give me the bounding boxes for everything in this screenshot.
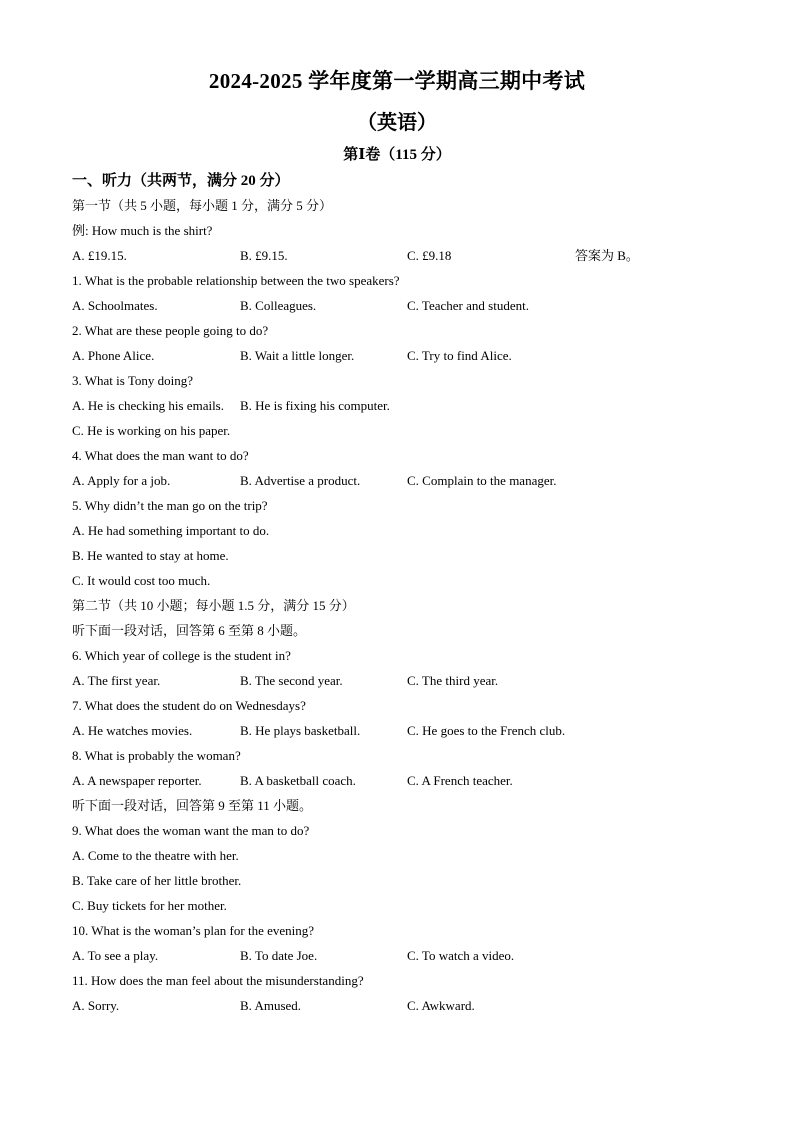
option-a: A. Schoolmates.	[72, 298, 158, 313]
option-c: C. Teacher and student.	[407, 298, 529, 313]
option-c: C. The third year.	[407, 673, 499, 688]
option-c: C. Complain to the manager.	[407, 473, 557, 488]
section-heading-1: 第一节（共 5 小题，每小题 1 分，满分 5 分）	[72, 198, 333, 213]
option-c: C. To watch a video.	[407, 948, 515, 963]
question-1-options	[72, 293, 752, 318]
option-a: A. He watches movies.	[72, 723, 193, 738]
option-a: A. The first year.	[72, 673, 161, 688]
option-a: A. He had something important to do.	[72, 523, 270, 538]
question-7-options	[72, 718, 752, 743]
option-b: B. Amused.	[240, 998, 302, 1013]
question-11-options	[72, 993, 752, 1018]
option-a: A. Sorry.	[72, 998, 120, 1013]
option-a: A. Come to the theatre with her.	[72, 848, 239, 863]
option-b: B. The second year.	[240, 673, 343, 688]
exam-title: 2024-2025 学年度第一学期高三期中考试	[208, 69, 586, 93]
question-6-options	[72, 668, 752, 693]
question-6: 6. Which year of college is the student in?	[72, 648, 291, 663]
question-8-options	[72, 768, 752, 793]
option-c: C. A French teacher.	[407, 773, 513, 788]
option-a: A. A newspaper reporter.	[72, 773, 202, 788]
example-option-a: A. £19.15.	[72, 248, 127, 263]
option-b: B. To date Joe.	[240, 948, 318, 963]
question-10: 10. What is the woman’s plan for the evening?	[72, 923, 315, 938]
example-options	[72, 243, 752, 268]
option-a: A. Apply for a job.	[72, 473, 171, 488]
dialogue-intro-2: 听下面一段对话，回答第 9 至第 11 小题。	[72, 798, 313, 813]
dialogue-intro-1: 听下面一段对话，回答第 6 至第 8 小题。	[72, 623, 307, 638]
option-b: B. Advertise a product.	[240, 473, 361, 488]
question-9: 9. What does the woman want the man to do?	[72, 823, 310, 838]
example-option-b: B. £9.15.	[240, 248, 288, 263]
question-2-options	[72, 343, 752, 368]
question-1: 1. What is the probable relationship between the two speakers?	[72, 273, 400, 288]
question-8: 8. What is probably the woman?	[72, 748, 241, 763]
option-c: C. Try to find Alice.	[407, 348, 512, 363]
example-answer: 答案为 B。	[575, 248, 639, 263]
option-b: B. A basketball coach.	[240, 773, 356, 788]
example-option-c: C. £9.18	[407, 248, 452, 263]
option-a: A. To see a play.	[72, 948, 159, 963]
question-3-options-ab	[72, 393, 752, 418]
part-heading-listening: 一、听力（共两节，满分 20 分）	[72, 173, 290, 189]
option-b: B. He is fixing his computer.	[240, 398, 390, 413]
option-c: C. He goes to the French club.	[407, 723, 566, 738]
example-question: 例: How much is the shirt?	[72, 223, 213, 238]
option-b: B. Take care of her little brother.	[72, 873, 242, 888]
option-c: C. It would cost too much.	[72, 573, 211, 588]
question-4: 4. What does the man want to do?	[72, 448, 249, 463]
question-5: 5. Why didn’t the man go on the trip?	[72, 498, 268, 513]
option-b: B. Wait a little longer.	[240, 348, 355, 363]
volume-heading: 第Ⅰ卷（115 分）	[343, 147, 451, 163]
option-c: C. He is working on his paper.	[72, 423, 231, 438]
option-a: A. He is checking his emails.	[72, 398, 224, 413]
exam-subject: （英语）	[357, 112, 437, 134]
question-2: 2. What are these people going to do?	[72, 323, 269, 338]
option-a: A. Phone Alice.	[72, 348, 155, 363]
exam-content	[72, 169, 752, 1018]
option-b: B. He plays basketball.	[240, 723, 361, 738]
question-7: 7. What does the student do on Wednesdays?	[72, 698, 306, 713]
option-b: B. He wanted to stay at home.	[72, 548, 229, 563]
question-10-options	[72, 943, 752, 968]
option-c: C. Awkward.	[407, 998, 475, 1013]
question-4-options	[72, 468, 752, 493]
section-heading-2: 第二节（共 10 小题；每小题 1.5 分，满分 15 分）	[72, 598, 355, 613]
question-3: 3. What is Tony doing?	[72, 373, 194, 388]
question-11: 11. How does the man feel about the misunderstanding?	[72, 973, 364, 988]
option-c: C. Buy tickets for her mother.	[72, 898, 227, 913]
option-b: B. Colleagues.	[240, 298, 317, 313]
